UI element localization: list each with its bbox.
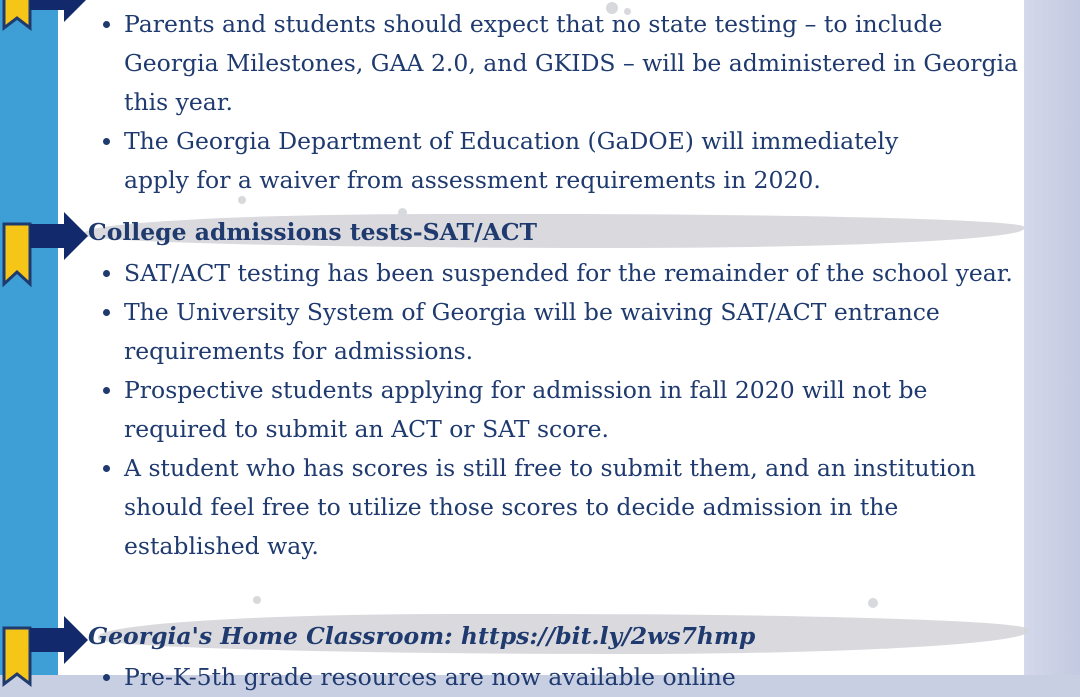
- paint-splatter: [398, 208, 407, 217]
- right-gray-border: [1024, 0, 1080, 675]
- ribbon-arrow-icon: [0, 0, 90, 40]
- list-item: A student who has scores is still free to submit them, and an institution should feel free to utilize those scores to decide admission in the established way.: [58, 449, 1024, 566]
- paint-splatter: [868, 598, 878, 608]
- left-blue-border: [0, 0, 58, 675]
- section1-bullet-list: [58, 5, 1024, 200]
- list-item: The University System of Georgia will be waiving SAT/ACT entrance requirements for admissions.: [58, 293, 1014, 371]
- section3-bullet-list: [58, 658, 1024, 697]
- document-page: [58, 0, 1024, 691]
- paint-splatter: [253, 596, 261, 604]
- section3-heading[interactable]: Georgia's Home Classroom: https://bit.ly/2ws7hmp: [88, 622, 756, 650]
- section2-heading: College admissions tests-SAT/ACT: [88, 218, 538, 246]
- list-item: SAT/ACT testing has been suspended for the remainder of the school year.: [58, 254, 1014, 293]
- list-item: The Georgia Department of Education (GaDOE) will immediately apply for a waiver from assessment requirements in 2020.: [58, 122, 954, 200]
- list-item: Pre-K-5th grade resources are now available online: [58, 658, 1024, 697]
- ribbon-arrow-icon: [0, 614, 90, 675]
- list-item: Prospective students applying for admission in fall 2020 will not be required to submit an ACT or SAT score.: [58, 371, 994, 449]
- list-item: Parents and students should expect that no state testing – to include Georgia Milestones, GAA 2.0, and GKIDS – will be administered in Georgia this year.: [58, 5, 1024, 122]
- ribbon-arrow-icon: [0, 212, 90, 282]
- section2-bullet-list: [58, 254, 1024, 566]
- paint-splatter: [238, 196, 246, 204]
